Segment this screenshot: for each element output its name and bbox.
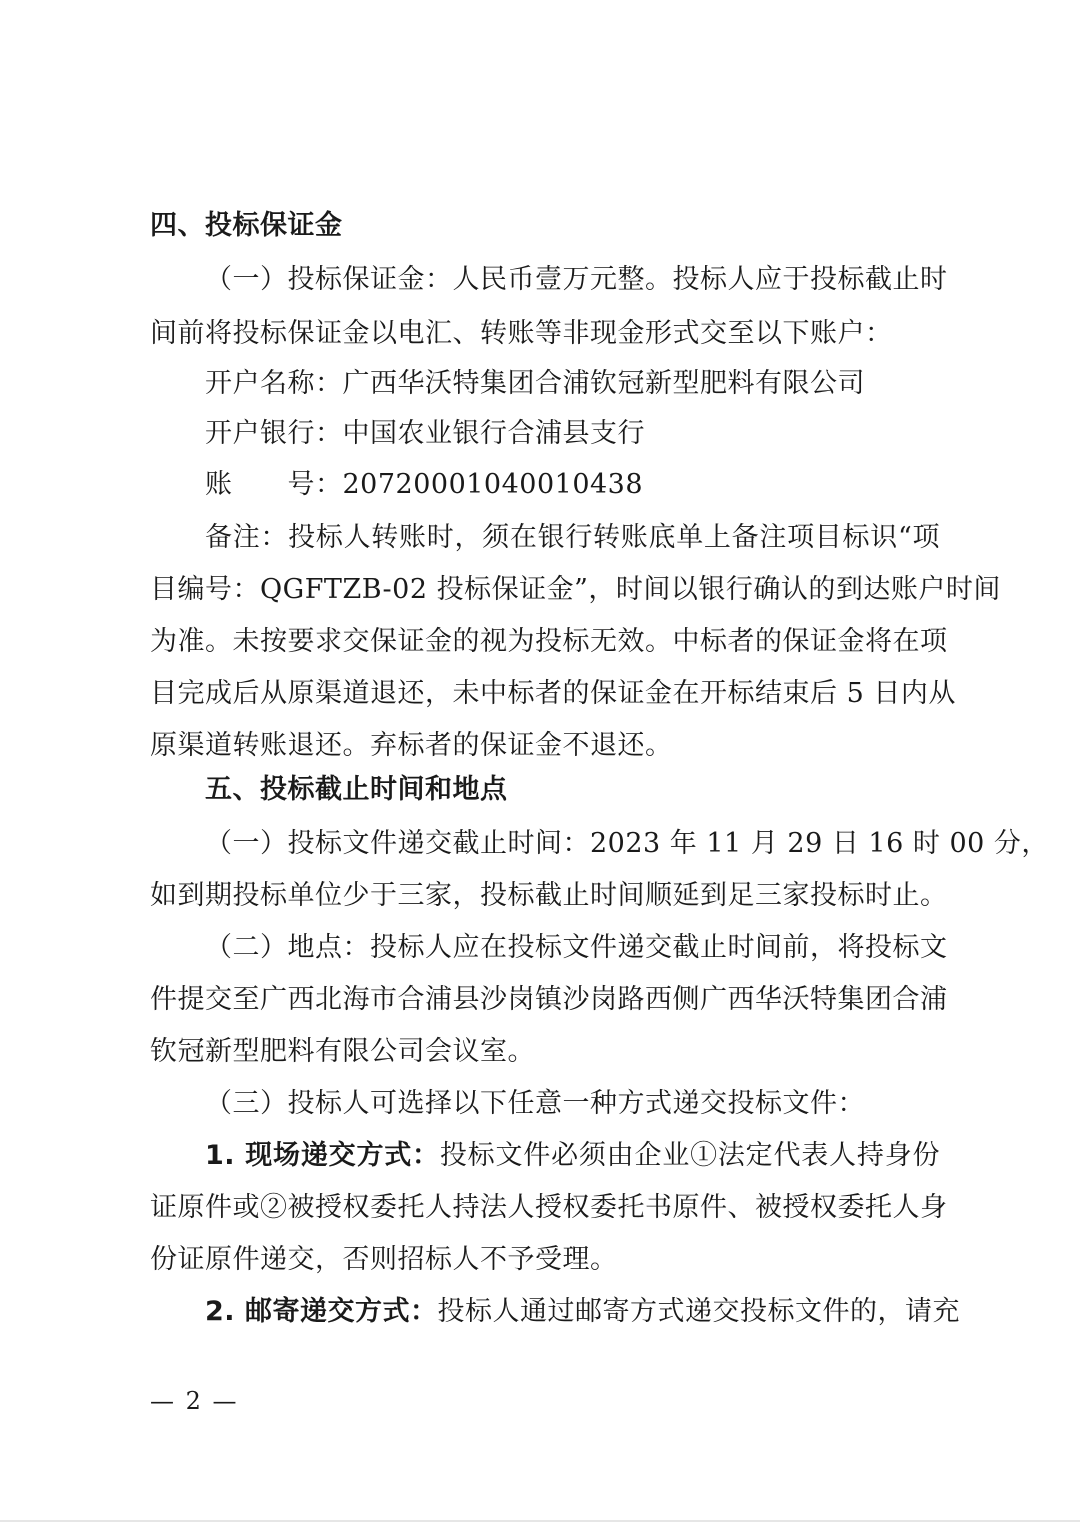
location-line-2: 件提交至广西北海市合浦县沙岗镇沙岗路西侧广西华沃特集团合浦 — [150, 984, 948, 1015]
onsite-method-label: 1. 现场递交方式： — [205, 1140, 440, 1171]
page-number: — 2 — — [150, 1387, 239, 1415]
note-line-4: 目完成后从原渠道退还，未中标者的保证金在开标结束后 5 日内从 — [150, 678, 956, 709]
note-line-5: 原渠道转账退还。弃标者的保证金不退还。 — [150, 730, 673, 761]
mail-method-line-1 — [205, 1294, 960, 1330]
location-line-3: 钦冠新型肥料有限公司会议室。 — [150, 1036, 535, 1067]
onsite-method-line-3: 份证原件递交，否则招标人不予受理。 — [150, 1244, 618, 1275]
note-line-1: 备注：投标人转账时，须在银行转账底单上备注项目标识“项 — [205, 522, 940, 553]
account-number — [205, 467, 995, 503]
location-line-1: （二）地点：投标人应在投标文件递交截止时间前，将投标文 — [205, 932, 948, 963]
account-number-label: 账 号： — [205, 469, 343, 500]
note-line-2: 目编号：QGFTZB-02 投标保证金”，时间以银行确认的到达账户时间 — [150, 574, 1001, 605]
onsite-method-line-1 — [205, 1138, 940, 1174]
account-name: 开户名称：广西华沃特集团合浦钦冠新型肥料有限公司 — [205, 368, 865, 399]
section-5-heading: 五、投标截止时间和地点 — [205, 774, 508, 805]
onsite-method-line-2: 证原件或②被授权委托人持法人授权委托书原件、被授权委托人身 — [150, 1192, 948, 1223]
onsite-method-text: 投标文件必须由企业①法定代表人持身份 — [439, 1140, 940, 1171]
deposit-amount-line-1: （一）投标保证金：人民币壹万元整。投标人应于投标截止时 — [205, 264, 948, 295]
mail-method-label: 2. 邮寄递交方式： — [205, 1296, 438, 1327]
submission-methods-intro: （三）投标人可选择以下任意一种方式递交投标文件： — [205, 1088, 865, 1119]
deadline-line-2: 如到期投标单位少于三家，投标截止时间顺延到足三家投标时止。 — [150, 880, 948, 911]
note-line-3: 为准。未按要求交保证金的视为投标无效。中标者的保证金将在项 — [150, 626, 948, 657]
mail-method-text: 投标人通过邮寄方式递交投标文件的，请充 — [437, 1296, 960, 1327]
section-4-heading: 四、投标保证金 — [150, 210, 343, 241]
account-number-value: 20720001040010438 — [342, 469, 644, 500]
deadline-line-1: （一）投标文件递交截止时间：2023 年 11 月 29 日 16 时 00 分， — [205, 828, 1049, 859]
account-bank: 开户银行：中国农业银行合浦县支行 — [205, 418, 645, 449]
deposit-amount-line-2: 间前将投标保证金以电汇、转账等非现金形式交至以下账户： — [150, 318, 893, 349]
scan-edge-divider — [0, 1520, 1080, 1522]
